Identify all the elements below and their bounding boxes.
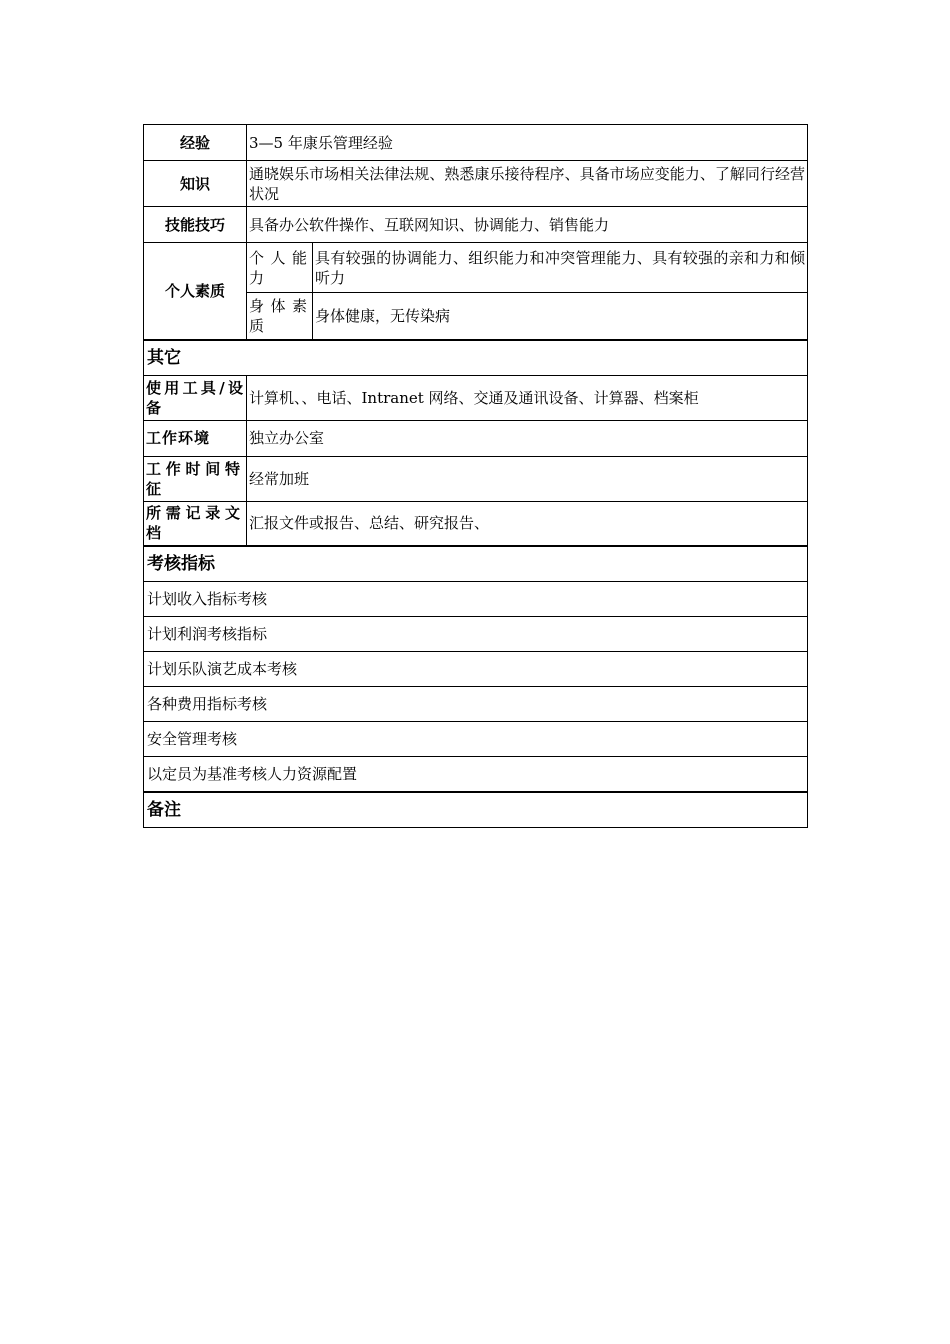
remarks-title: 备注 xyxy=(144,792,808,828)
assessment-item: 各种费用指标考核 xyxy=(144,687,808,722)
assessment-row xyxy=(144,617,808,652)
experience-value: 3—5 年康乐管理经验 xyxy=(247,125,808,161)
experience-label: 经验 xyxy=(144,125,247,161)
skills-label: 技能技巧 xyxy=(144,207,247,243)
tools-label: 使用工具/设备 xyxy=(144,375,247,420)
documents-row xyxy=(144,501,808,546)
assessment-row xyxy=(144,757,808,793)
experience-row xyxy=(144,125,808,161)
requirements-table xyxy=(143,124,808,828)
assessment-title: 考核指标 xyxy=(144,546,808,582)
skills-value: 具备办公软件操作、互联网知识、协调能力、销售能力 xyxy=(247,207,808,243)
knowledge-row xyxy=(144,161,808,207)
other-section-header xyxy=(144,340,808,376)
physical-value: 身体健康，无传染病 xyxy=(313,293,808,340)
personal-ability-label: 个人能力 xyxy=(247,243,313,293)
environment-row xyxy=(144,420,808,456)
documents-label: 所需记录文档 xyxy=(144,501,247,546)
assessment-item: 计划利润考核指标 xyxy=(144,617,808,652)
work-time-row xyxy=(144,456,808,501)
personal-quality-label: 个人素质 xyxy=(144,243,247,340)
tools-value: 计算机、、电话、Intranet 网络、交通及通讯设备、计算器、档案柜 xyxy=(247,375,808,420)
physical-label: 身体素质 xyxy=(247,293,313,340)
assessment-item: 计划收入指标考核 xyxy=(144,582,808,617)
remarks-section-header xyxy=(144,792,808,828)
documents-value: 汇报文件或报告、总结、研究报告、 xyxy=(247,501,808,546)
assessment-item: 计划乐队演艺成本考核 xyxy=(144,652,808,687)
work-time-label: 工作时间特征 xyxy=(144,456,247,501)
knowledge-value: 通晓娱乐市场相关法律法规、熟悉康乐接待程序、具备市场应变能力、了解同行经营状况 xyxy=(247,161,808,207)
assessment-row xyxy=(144,582,808,617)
environment-label: 工作环境 xyxy=(144,420,247,456)
work-time-value: 经常加班 xyxy=(247,456,808,501)
other-title: 其它 xyxy=(144,340,808,376)
assessment-item: 以定员为基准考核人力资源配置 xyxy=(144,757,808,793)
personal-ability-value: 具有较强的协调能力、组织能力和冲突管理能力、具有较强的亲和力和倾听力 xyxy=(313,243,808,293)
skills-row xyxy=(144,207,808,243)
assessment-row xyxy=(144,722,808,757)
assessment-section-header xyxy=(144,546,808,582)
personal-ability-row xyxy=(144,243,808,293)
knowledge-label: 知识 xyxy=(144,161,247,207)
assessment-row xyxy=(144,687,808,722)
tools-row xyxy=(144,375,808,420)
job-description-table-continued xyxy=(143,124,807,828)
assessment-item: 安全管理考核 xyxy=(144,722,808,757)
environment-value: 独立办公室 xyxy=(247,420,808,456)
assessment-row xyxy=(144,652,808,687)
